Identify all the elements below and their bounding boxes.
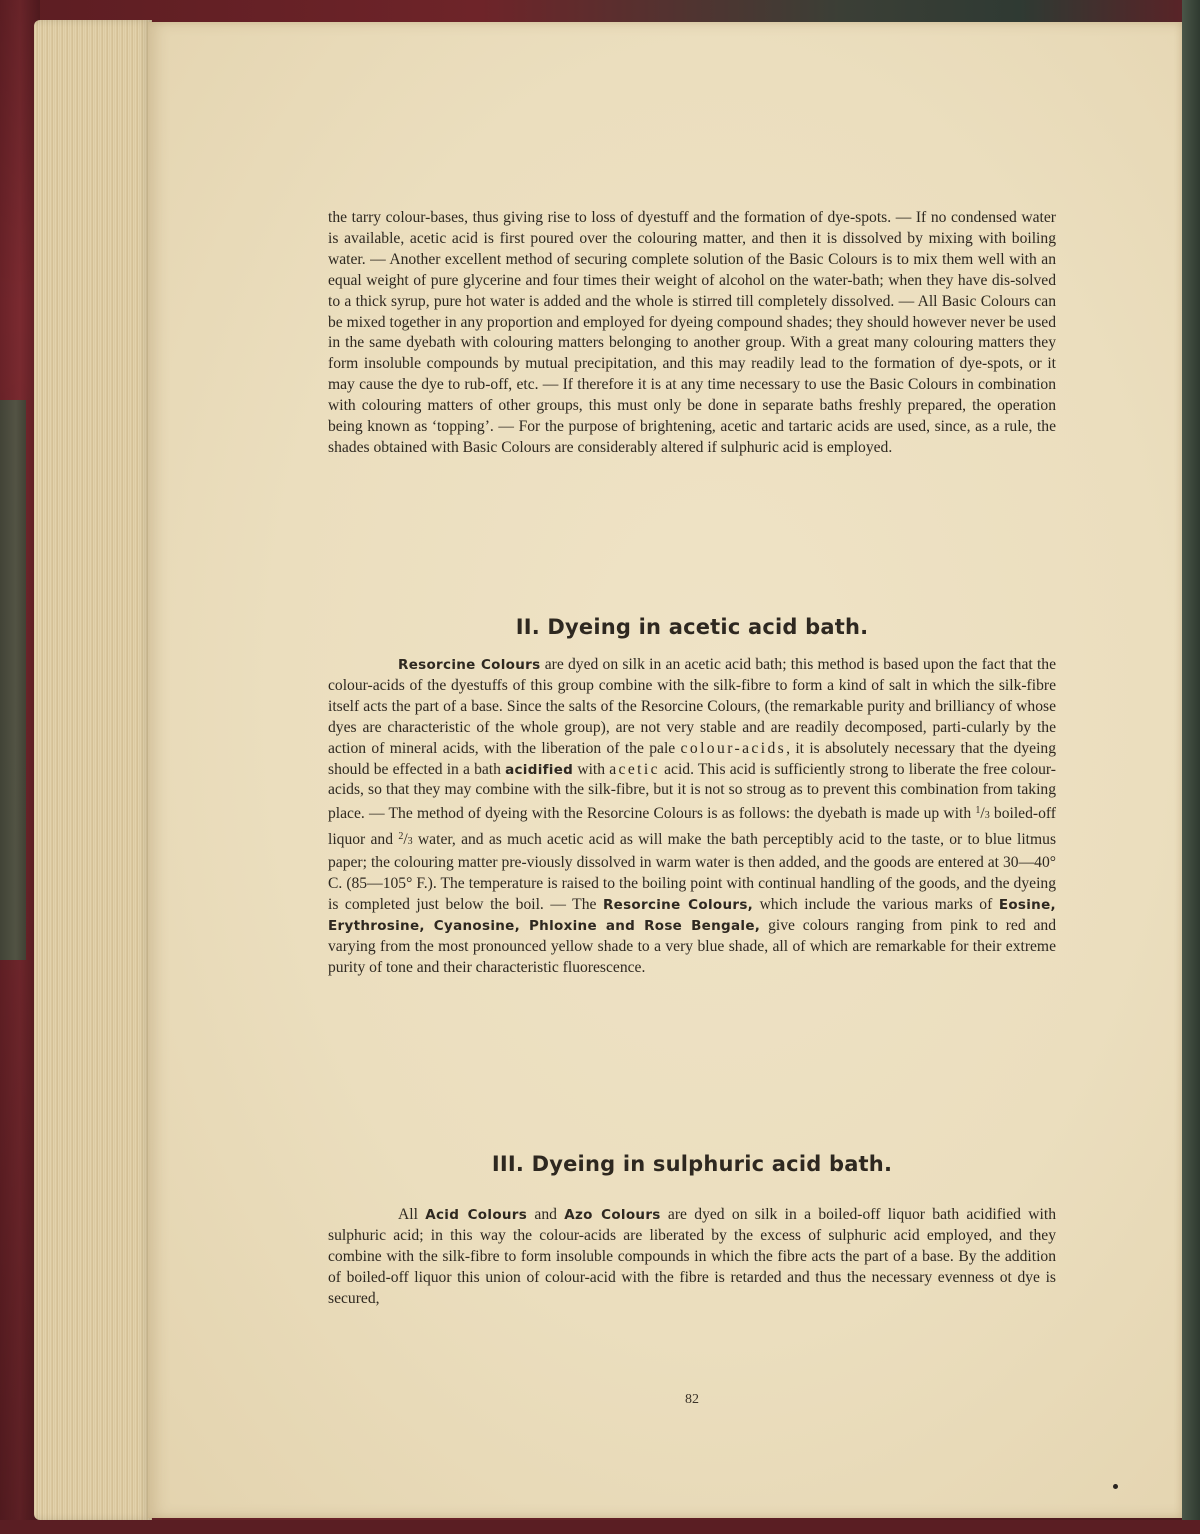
term-acid-colours: Acid Colours: [425, 1207, 528, 1223]
paragraph-acid-azo-colours: [328, 1205, 1056, 1310]
book-cover-bottom-edge: [0, 1520, 1200, 1534]
page-number: 82: [685, 1392, 699, 1407]
section-heading-sulphuric-acid: III. Dyeing in sulphuric acid bath.: [491, 1152, 893, 1176]
spaced-term-colour-acids: colour-acids: [680, 739, 787, 757]
spaced-term-acetic: acetic: [609, 760, 660, 778]
text-run: are dyed on silk in a boiled-off liquor bath acidified with sulphuric acid; in this way the colour-acids are liberated by the excess of sulphuric acid employed, and they combine with the silk-fibre to form insoluble compounds in which the fibre acts the part of a base. By the addition of boiled-off liquor this union of colour-acid with the fibre is retarded and thus the necessary evenness ot dye is secured,: [328, 1206, 1057, 1307]
text-run: boiled-off liquor and: [328, 805, 1056, 849]
fraction-denominator: 3: [407, 836, 413, 848]
text-run: All: [398, 1206, 426, 1223]
text-run: with: [573, 760, 610, 778]
text-run: and: [527, 1206, 565, 1223]
paragraph-basic-colours: [328, 208, 1056, 459]
term-azo-colours: Azo Colours: [564, 1207, 661, 1223]
book-cover-marbled-patch: [0, 400, 26, 960]
section-heading-acetic-acid: II. Dyeing in acetic acid bath.: [515, 615, 869, 639]
paragraph-resorcine-colours: Resorcine Colours are dyed on silk in an acetic acid bath; this method is based upon the fact that the colour-acids of the dyestuffs of this group combine with the silk-fibre to form a kind of salt in which the silk-fibre itself acts the part of a base. Since the salts of the Resorcine Colours, (the remarkable purity and brilliancy of whose dyes are characteristic of the whole group), are not very stable and are readily decomposed, parti-cularly by the action of mineral acids, with the liberation of the pale colour-acids, it is absolutely necessary that the dyeing should be effected in a bath acidified with acetic acid. This acid is sufficiently strong to liberate the free colour-acids, so that they may combine with the silk-fibre, but it is not so stroug as to prevent this combination from taking place. — The method of dyeing with the Resorcine Colours is as follows: the dyebath is made up with $^1$/3 boiled-off liquor and $^2$/3 water, and as much acetic acid as will make the bath perceptibly acid to the taste, or to blue litmus paper; the colouring matter pre-viously dissolved in warm water is then added, and the goods are entered at 30—40° C. (85—105° F.). The temperature is raised to the boiling point with continual handling of the goods, and the dyeing is completed just below the boil. — The Resorcine Colours, which include the various marks of Eosine, Erythrosine, Cyanosine, Phloxine and Rose Bengale, give colours ranging from pink to red and varying from the most pronounced yellow shade to a very blue shade, all of which are remarkable for their extreme purity of tone and their characteristic fluorescence.: [328, 656, 1057, 976]
term-resorcine-colours: Resorcine Colours: [398, 657, 541, 673]
ink-dot: [1113, 1484, 1118, 1489]
fraction-numerator: 1: [975, 805, 981, 817]
term-resorcine-colours: Resorcine Colours,: [602, 896, 754, 913]
term-dye-marks: Eosine, Erythrosine, Cyanosine, Phloxine and Rose Bengale,: [328, 896, 1056, 934]
stacked-page-edges: [34, 20, 152, 1520]
book-cover-right-edge: [1182, 0, 1200, 1534]
text-run: give colours ranging from pink to red and varying from the most pronounced yellow shade to a very blue shade, all of which are remarkable for their extreme purity of tone and their characteristic fluorescence.: [328, 916, 1056, 976]
paragraph-1-text: the tarry colour-bases, thus giving rise to loss of dyestuff and the formation of dye-spots. — If no condensed water is available, acetic acid is first poured over the colouring matter, and then it is dissolved by mixing with boiling water. — Another excellent method of securing complete solution of the Basic Colours is to mix them well with an equal weight of pure glycerine and four times their weight of alcohol on the water-bath; when they have dis-solved to a thick syrup, pure hot water is added and the whole is stirred till completely dissolved. — All Basic Colours can be mixed together in any proportion and employed for dyeing compound shades; they should however never be used in the same dyebath with colouring matters belonging to another group. With a great many colouring matters they form insoluble compounds by mutual precipitation, and this may readily lead to the formation of dye-spots, or it may cause the dye to rub-off, etc. — If therefore it is at any time necessary to use the Basic Colours in combination with colouring matters of other groups, this must only be done in separate baths freshly prepared, the operation being known as ‘topping’. — For the purpose of brightening, acetic and tartaric acids are used, since, as a rule, the shades obtained with Basic Colours are considerably altered if sulphuric acid is employed.: [328, 209, 1056, 456]
text-run: acid. This acid is sufficiently strong to liberate the free colour-acids, so that they may combine with the silk-fibre, but it is not so stroug as to prevent this combination from taking place. — The method of dyeing with the Resorcine Colours is as follows: the dyebath is made up with: [328, 760, 1056, 823]
text-run: which include the various marks of: [753, 895, 999, 913]
text-run: water, and as much acetic acid as will make the bath perceptibly acid to the taste, or to blue litmus paper; the colouring matter pre-viously dissolved in warm water is then added, and the goods are entered at 30—40° C. (85—105° F.). The temperature is raised to the boiling point with continual handling of the goods, and the dyeing is completed just below the boil. — The: [328, 831, 1057, 913]
text-run: are dyed on silk in an acetic acid bath; this method is based upon the fact that the colour-acids of the dyestuffs of this group combine with the silk-fibre to form a kind of salt in which the silk-fibre itself acts the part of a base. Since the salts of the Resorcine Colours, (the remarkable purity and brilliancy of whose dyes are characteristic of the whole group), are not very stable and are readily decomposed, parti-cularly by the action of mineral acids, with the liberation of the pale: [328, 656, 1057, 757]
fraction-numerator: 2: [398, 831, 404, 843]
fraction-denominator: 3: [984, 810, 990, 822]
text-run: , it is absolutely necessary that the dyeing should be effected in a bath: [328, 739, 1056, 778]
term-acidified: acidified: [505, 761, 574, 778]
